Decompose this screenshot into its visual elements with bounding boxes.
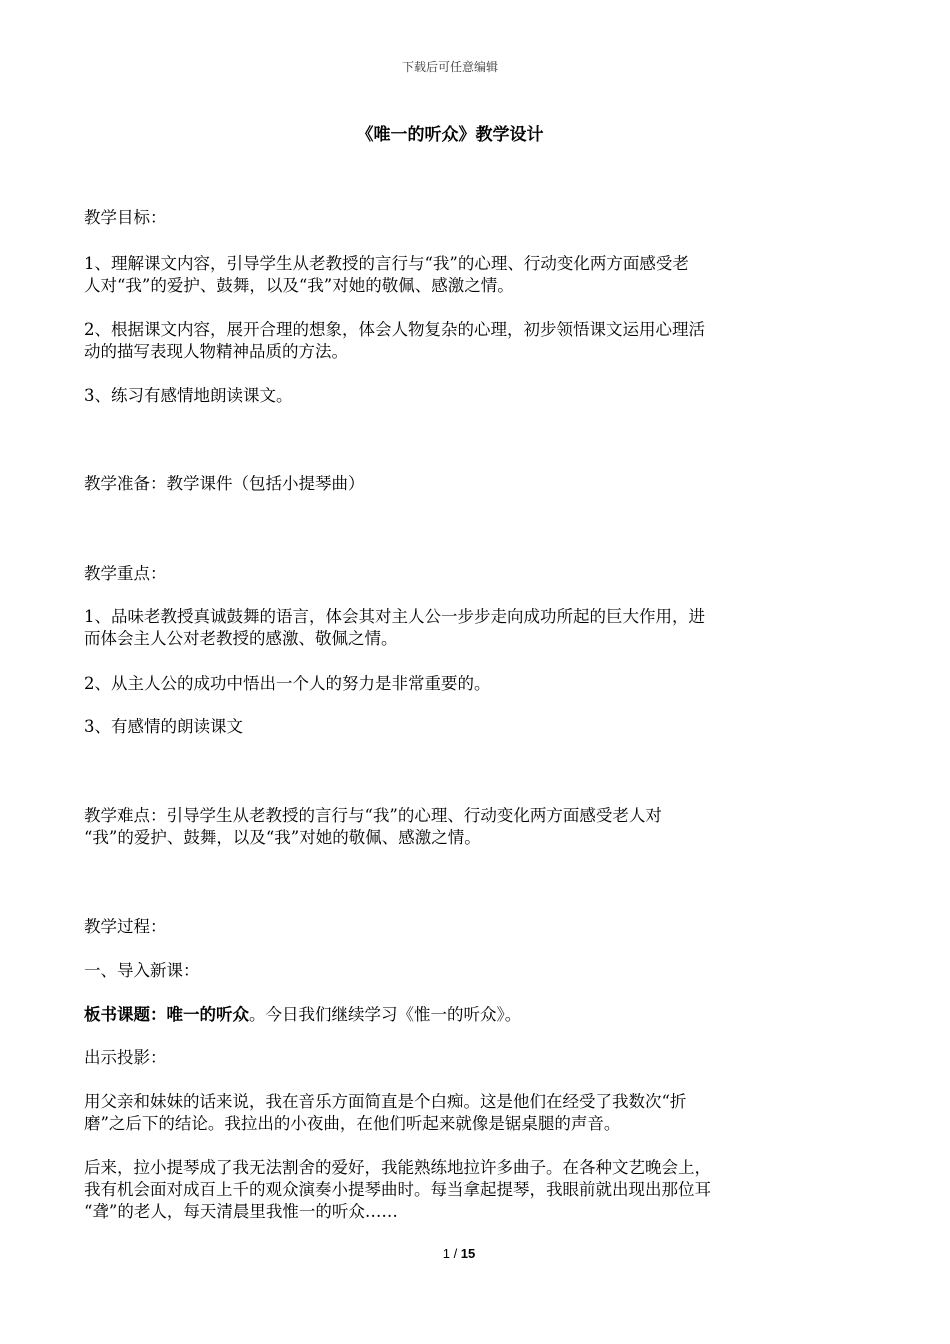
key-point-item-1: [84, 606, 819, 650]
projection-paragraph-2: [84, 1157, 819, 1223]
page-total: 15: [460, 1246, 476, 1261]
board-title-rest: 。今日我们继续学习《惟一的听众》。: [249, 1005, 522, 1024]
goal-item-3: 3、练习有感情地朗读课文。: [84, 386, 293, 405]
key-point-item-1-line-1: 1、品味老教授真诚鼓舞的语言，体会其对主人公一步步走向成功所起的巨大作用，进: [84, 607, 705, 626]
goal-item-2: [84, 319, 819, 363]
process-heading: 教学过程：: [84, 917, 167, 936]
board-title-bold: 板书课题：唯一的听众: [84, 1005, 249, 1024]
projection-paragraph-1: [84, 1091, 819, 1135]
difficulty-line-2: “我”的爱护、鼓舞，以及“我”对她的敬佩、感激之情。: [84, 828, 481, 847]
goals-heading: 教学目标：: [84, 208, 167, 227]
document-title: 《唯一的听众》教学设计: [356, 125, 544, 145]
goal-item-1-line-1: 1、理解课文内容，引导学生从老教授的言行与“我”的心理、行动变化两方面感受老: [84, 254, 689, 273]
teaching-preparation: 教学准备：教学课件（包括小提琴曲）: [84, 474, 365, 493]
paragraph-1-line-2: 磨”之后下的结论。我拉出的小夜曲，在他们听起来就像是锯桌腿的声音。: [84, 1114, 621, 1133]
paragraph-1-line-1: 用父亲和妹妹的话来说，我在音乐方面简直是个白痴。这是他们在经受了我数次“折: [84, 1092, 687, 1111]
projection-label: 出示投影：: [84, 1048, 167, 1067]
key-point-item-1-line-2: 而体会主人公对老教授的感激、敬佩之情。: [84, 629, 398, 648]
paragraph-2-line-3: “聋”的老人，每天清晨里我惟一的听众……: [84, 1202, 398, 1221]
goal-item-1-line-2: 人对“我”的爱护、鼓舞，以及“我”对她的敬佩、感激之情。: [84, 276, 514, 295]
key-point-item-2: 2、从主人公的成功中悟出一个人的努力是非常重要的。: [84, 674, 491, 693]
key-point-item-3: 3、有感情的朗读课文: [84, 717, 243, 736]
paragraph-2-line-2: 我有机会面对成百上千的观众演奏小提琴曲时。每当拿起提琴，我眼前就出现出那位耳: [84, 1180, 711, 1199]
goal-item-2-line-2: 动的描写表现人物精神品质的方法。: [84, 342, 348, 361]
page-separator: /: [449, 1246, 461, 1261]
page-header-note: 下载后可任意编辑: [401, 60, 498, 74]
difficulty-line-1: 教学难点：引导学生从老教授的言行与“我”的心理、行动变化两方面感受老人对: [84, 806, 662, 825]
goal-item-2-line-1: 2、根据课文内容，展开合理的想象，体会人物复杂的心理，初步领悟课文运用心理活: [84, 320, 705, 339]
paragraph-2-line-1: 后来，拉小提琴成了我无法割舍的爱好，我能熟练地拉许多曲子。在各种文艺晚会上，: [84, 1158, 711, 1177]
goal-item-1: [84, 253, 819, 297]
key-points-heading: 教学重点：: [84, 564, 167, 583]
page-current: 1: [442, 1246, 450, 1261]
board-title-line: [84, 1004, 819, 1026]
teaching-difficulty: [84, 805, 819, 849]
section-1-heading: 一、导入新课：: [84, 961, 200, 980]
page-number: [0, 1246, 918, 1261]
